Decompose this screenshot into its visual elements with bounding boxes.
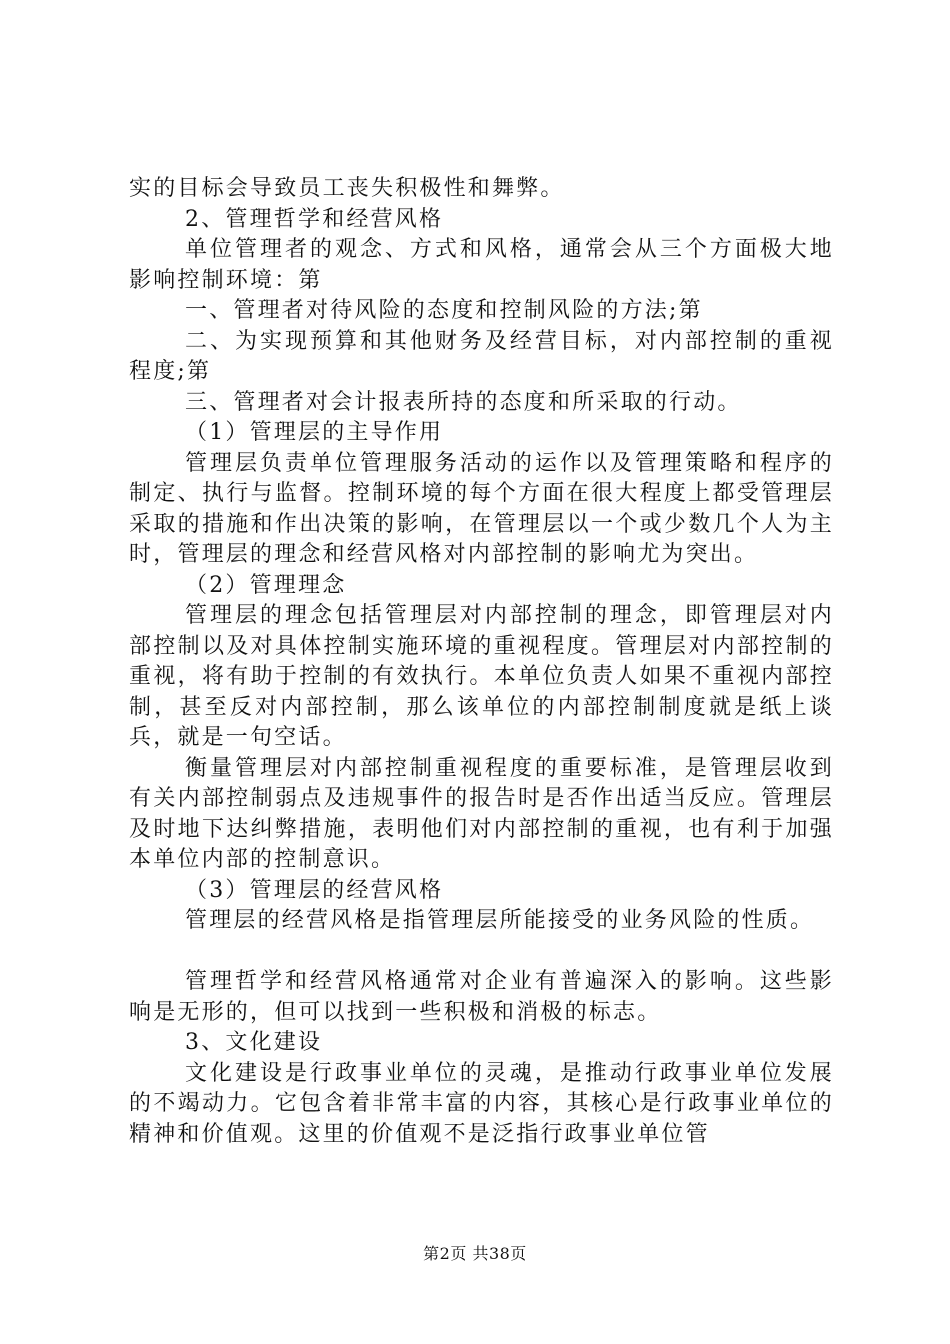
paragraph: 二、为实现预算和其他财务及经营目标，对内部控制的重视程度;第: [129, 328, 834, 384]
subsection-heading: （2）管理理念: [185, 572, 347, 598]
paragraph: 管理哲学和经营风格通常对企业有普遍深入的影响。这些影响是无形的，但可以找到一些积极和消极的标志。: [129, 969, 834, 1025]
paragraph: 衡量管理层对内部控制重视程度的重要标准，是管理层收到有关内部控制弱点及违规事件的报告时是否作出适当反应。管理层及时地下达纠弊措施，表明他们对内部控制的重视，也有利于加强本单位内部的控制意识。: [129, 755, 834, 872]
section-heading: 2、管理哲学和经营风格: [185, 206, 444, 232]
paragraph: 一、管理者对待风险的态度和控制风险的方法;第: [185, 298, 703, 323]
paragraph: 管理层负责单位管理服务活动的运作以及管理策略和程序的制定、执行与监督。控制环境的每个方面在很大程度上都受管理层采取的措施和作出决策的影响，在管理层以一个或少数几个人为主时，管理层的理念和经营风格对内部控制的影响尤为突出。: [129, 450, 834, 567]
paragraph: 管理层的理念包括管理层对内部控制的理念，即管理层对内部控制以及对具体控制实施环境的重视程度。管理层对内部控制的重视，将有助于控制的有效执行。本单位负责人如果不重视内部控制，甚至反对内部控制，那么该单位的内部控制制度就是纸上谈兵，就是一句空话。: [129, 603, 834, 750]
paragraph: 实的目标会导致员工丧失积极性和舞弊。: [129, 176, 565, 201]
paragraph: 管理层的经营风格是指管理层所能接受的业务风险的性质。: [185, 908, 815, 933]
paragraph: 三、管理者对会计报表所持的态度和所采取的行动。: [185, 389, 742, 415]
paragraph: 文化建设是行政事业单位的灵魂，是推动行政事业单位发展的不竭动力。它包含着非常丰富的内容，其核心是行政事业单位的精神和价值观。这里的价值观不是泛指行政事业单位管: [129, 1060, 834, 1147]
blank-line: [129, 937, 834, 968]
paragraph: 单位管理者的观念、方式和风格，通常会从三个方面极大地影响控制环境：第: [129, 237, 834, 293]
subsection-heading: （1）管理层的主导作用: [185, 420, 444, 445]
document-body: [129, 174, 834, 1150]
subsection-heading: （3）管理层的经营风格: [185, 877, 444, 903]
page-number-footer: 第2页 共38页: [423, 1244, 527, 1263]
section-heading: 3、文化建设: [185, 1030, 323, 1055]
